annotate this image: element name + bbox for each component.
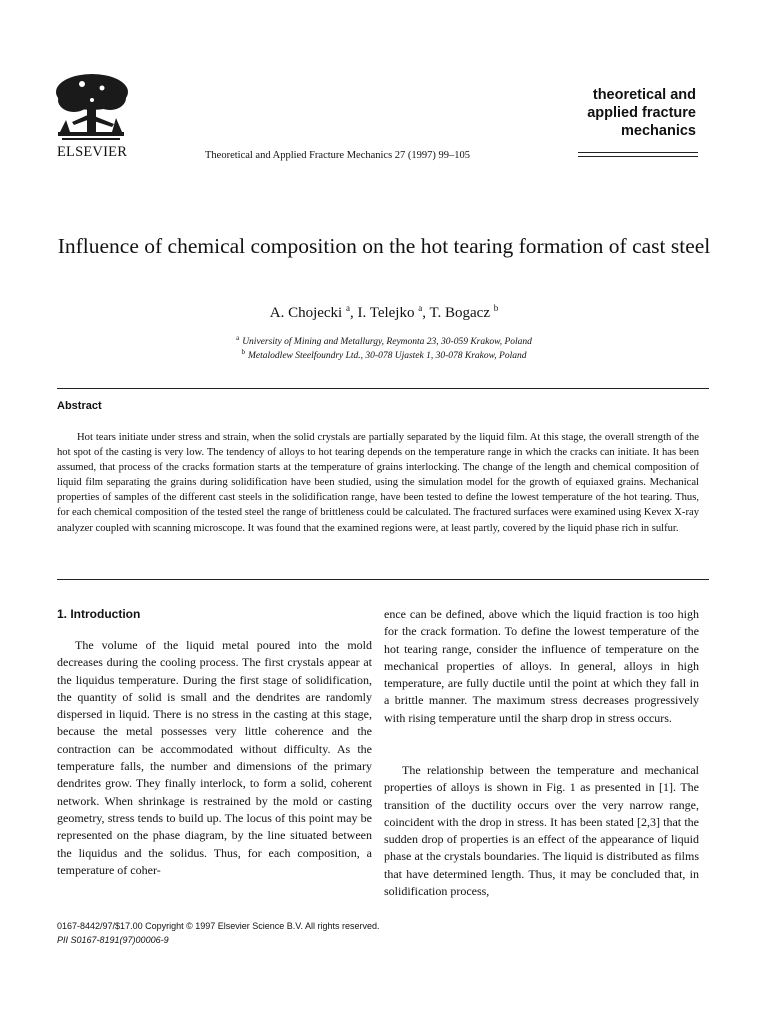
author-name: T. Bogacz	[429, 305, 490, 321]
author-affiliation-mark: a	[345, 303, 350, 313]
affiliation-a	[0, 334, 768, 347]
affiliation-b	[0, 348, 768, 361]
journal-brand-line: applied fracture	[587, 105, 696, 121]
affiliation-mark: a	[236, 334, 240, 342]
author-affiliation-mark: b	[493, 303, 499, 313]
journal-brand	[578, 86, 696, 140]
brand-rule-bottom	[578, 156, 698, 157]
right-column-paragraph-1: ence can be defined, above which the liquid fraction is too high for the crack formation. To define the lowest temperature of the hot tearing range, consider the influence of temperature on the mechanical properties of alloys. In general, alloys in high temperature, are fully ductile until the point at which they fall in a brittle manner. The maximum stress decreases progressively with rising temperature until the sharp drop in stress occurs.	[384, 607, 699, 725]
journal-brand-line: mechanics	[621, 123, 696, 139]
abstract-bottom-rule	[57, 579, 709, 580]
author-name: A. Chojecki	[269, 305, 343, 321]
affiliation-mark: b	[241, 348, 246, 356]
affiliation-text: Metalodlew Steelfoundry Ltd., 30-078 Ujastek 1, 30-078 Krakow, Poland	[248, 351, 527, 362]
author-list	[40, 303, 728, 322]
author-separator: ,	[349, 305, 358, 321]
section-heading: 1. Introduction	[57, 607, 141, 621]
article-title: Influence of chemical composition on the hot tearing formation of cast steel	[57, 234, 711, 258]
right-column-paragraph-2: The relationship between the temperature and mechanical properties of alloys is shown in Fig. 1 as presented in [1]. The transition of the ductility occurs over the very narrow range, coincident with the drop in stress. It has been stated [2,3] that the sudden drop of properties is an effect of the appearance of liquid phase at the crystals boundaries. The liquid is distributed as films that have determined length. Thus, it may be concluded that, in solidification process,	[384, 763, 699, 899]
journal-brand-line: theoretical and	[592, 87, 696, 103]
journal-citation: Theoretical and Applied Fracture Mechanics 27 (1997) 99–105	[205, 150, 471, 161]
publisher-name: ELSEVIER	[57, 144, 128, 160]
abstract-text: Hot tears initiate under stress and strain, when the solid crystals are partially separated by the liquid film. At this stage, the overall strength of the hot spot of the casting is very low. The tendency of alloys to hot tearing depends on the temperature range in which the cracks can initiate. It has been assumed, that process of the cracks formation starts at the temperature of grains interlocking. The change of the length and chemical composition of liquid film separating the grains during solidification have been studied, using the simulation model for the growth of equiaxed grains. Mechanical properties of samples of the different cast steels in the solidification range, have been tested to define the lowest temperature of the hot tearing. Thus, for each chemical composition of the tested steel the range of brittleness could be calculated. The fractured surfaces were examined using Kevex X-ray analyzer coupled with scanning microscope. It was found that the examined regions were, at least partly, covered by the liquid phase rich in sulfur.	[57, 432, 699, 534]
left-column-paragraph: The volume of the liquid metal poured into the mold decreases during the cooling process. The first crystals appear at the liquidus temperature. During the first stage of solidification, the quantity of solid is small and the dendrites are randomly dispersed in liquid. There is no stress in the casting at this stage, because the metal possesses very little coherence and the contraction can be accommodated without difficulty. As the temperature falls, the number and dimensions of the primary dendrites grow. They finally interlock, to form a solid, coherent network. When shrinkage is restrained by the mold or casting geometry, stress tends to build up. The locus of this point may be represented on the phase diagram, by the line situated between the liquidus and the solidus. Thus, for each composition, a temperature of coher-	[57, 638, 372, 877]
author-separator: ,	[422, 305, 430, 321]
copyright-line: 0167-8442/97/$17.00 Copyright © 1997 Elsevier Science B.V. All rights reserved.	[57, 921, 380, 931]
pii-line: PII S0167-8191(97)00006-9	[57, 935, 169, 945]
abstract-top-rule	[57, 388, 709, 389]
brand-rule-top	[578, 152, 698, 153]
author-name: I. Telejko	[357, 305, 415, 321]
author-affiliation-mark: a	[418, 303, 423, 313]
abstract-heading: Abstract	[57, 400, 102, 412]
elsevier-tree-logo	[52, 70, 130, 144]
affiliation-text: University of Mining and Metallurgy, Reymonta 23, 30-059 Krakow, Poland	[242, 337, 532, 348]
